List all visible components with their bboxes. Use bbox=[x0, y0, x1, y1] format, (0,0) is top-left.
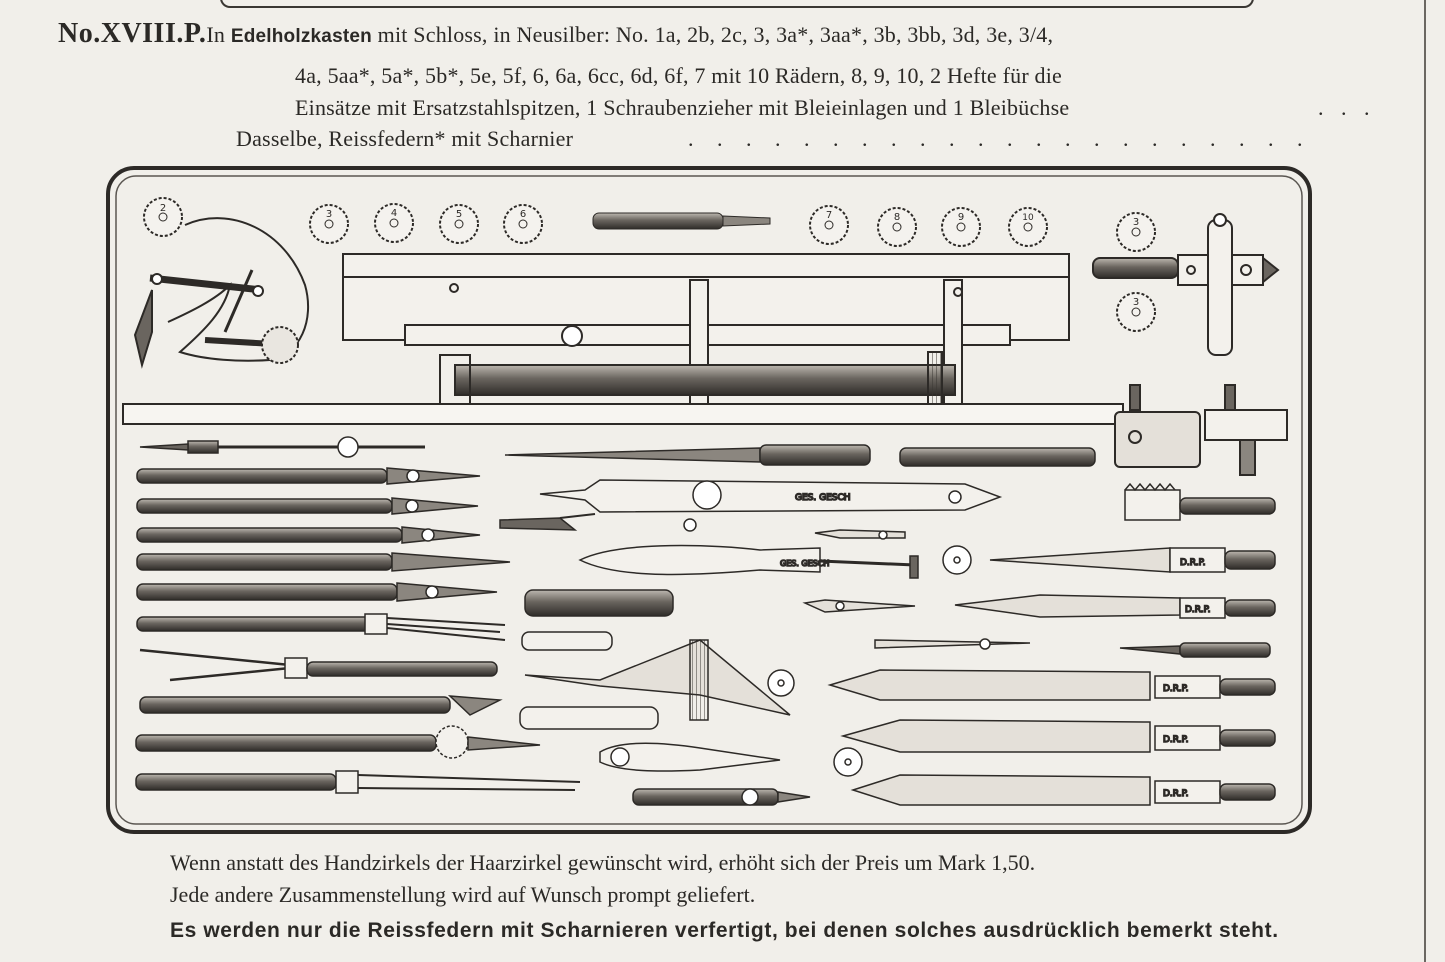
pen-holder-4 bbox=[137, 553, 510, 571]
wheel-label-3: 3 bbox=[325, 209, 333, 220]
wheel-7 bbox=[810, 206, 848, 244]
wheel-5 bbox=[440, 205, 478, 243]
stamp-drp-2: D.R.P. bbox=[1185, 605, 1211, 615]
small-wheel-c bbox=[943, 546, 971, 574]
pen-holder-top bbox=[593, 213, 770, 229]
instruments-left-column bbox=[136, 437, 580, 793]
saw-tool bbox=[1125, 484, 1275, 520]
curve-drawing-instrument bbox=[135, 218, 308, 365]
drp-compass-5 bbox=[853, 775, 1275, 805]
wheel-label-9: 9 bbox=[957, 212, 965, 223]
wheel-2 bbox=[144, 198, 182, 236]
beam-compass-bar bbox=[343, 254, 1069, 407]
drp-compass-4 bbox=[843, 720, 1275, 752]
stamp-ges-gesch-1: GES. GESCH bbox=[795, 493, 851, 503]
pen-holder-3 bbox=[137, 527, 480, 543]
clamp-attachment bbox=[1115, 385, 1287, 475]
stamp-drp-1: D.R.P. bbox=[1180, 558, 1206, 568]
wheel-8 bbox=[878, 208, 916, 246]
patented-compass-head bbox=[540, 480, 1000, 512]
heading-case-type: Edelholzkasten bbox=[230, 26, 372, 47]
pen-holder-7 bbox=[136, 726, 540, 758]
wheel-label-7: 7 bbox=[825, 210, 833, 221]
screwdriver bbox=[600, 743, 780, 771]
spring-bow-compass bbox=[580, 519, 918, 578]
wheel-3-right-bottom bbox=[1117, 293, 1155, 331]
lengthening-bar-2 bbox=[520, 707, 658, 729]
divider-1 bbox=[137, 614, 505, 640]
item-contents-line-2: 4a, 5aa*, 5a*, 5b*, 5e, 5f, 6, 6a, 6cc, 6d, 6f, 7 mit 10 Rädern, 8, 9, 10, 2 Hefte für die bbox=[295, 63, 1063, 88]
stamp-drp-4: D.R.P. bbox=[1163, 735, 1189, 745]
wheel-label-4: 4 bbox=[390, 208, 398, 219]
pen-nib-insert bbox=[500, 514, 595, 530]
pen-insert-right bbox=[1120, 643, 1270, 657]
footnote-hinged-pens: Es werden nur die Reissfedern mit Scharnieren verfertigt, bei denen solches ausdrücklich bemerkt steht. bbox=[170, 919, 1279, 942]
lead-tube bbox=[525, 590, 673, 616]
small-insert-b bbox=[805, 600, 915, 612]
item-contents-line-3: Einsätze mit Ersatzstahlspitzen, 1 Schraubenzieher mit Bleieinlagen und 1 Bleibüchse bbox=[295, 95, 1070, 120]
compass-1 bbox=[140, 650, 497, 680]
small-wheel-b bbox=[834, 748, 862, 776]
wheel-label-8: 8 bbox=[893, 212, 901, 223]
divider-2 bbox=[136, 771, 580, 793]
wheel-9 bbox=[942, 208, 980, 246]
drp-compass-3 bbox=[830, 670, 1275, 700]
wheel-4 bbox=[375, 204, 413, 242]
lead-case bbox=[633, 789, 810, 805]
wheel-label-10: 10 bbox=[1022, 213, 1034, 223]
footnote-custom-set: Jede andere Zusammenstellung wird auf Wunsch prompt geliefert. bbox=[170, 882, 756, 907]
drp-compass-2 bbox=[955, 595, 1275, 618]
pen-holder-5 bbox=[137, 583, 497, 601]
pen-holder-6 bbox=[140, 696, 500, 715]
small-wheel-a bbox=[768, 670, 794, 696]
stamp-drp-3: D.R.P. bbox=[1163, 684, 1189, 694]
pencil-lead-holder bbox=[900, 448, 1095, 466]
wheel-6 bbox=[504, 205, 542, 243]
stamp-drp-5: D.R.P. bbox=[1163, 789, 1189, 799]
drp-compass-1 bbox=[990, 548, 1275, 572]
wheel-label-3b: 3 bbox=[1132, 217, 1140, 228]
heading-contents-1: mit Schloss, in Neusilber: No. 1a, 2b, 2c, 3, 3a*, 3aa*, 3b, 3bb, 3d, 3e, 3/4, bbox=[377, 22, 1054, 47]
wheel-10 bbox=[1009, 208, 1047, 246]
small-insert-a bbox=[815, 530, 905, 539]
pen-holder-2 bbox=[137, 498, 478, 514]
wheel-label-2: 2 bbox=[159, 203, 167, 214]
small-insert-c bbox=[875, 639, 1030, 649]
long-ruler bbox=[123, 404, 1123, 424]
wheel-3-right-top bbox=[1117, 213, 1155, 251]
lengthening-bar-1 bbox=[522, 632, 612, 650]
stamp-ges-gesch-2: GES. GESCH bbox=[780, 559, 830, 568]
footnote-hair-compass: Wenn anstatt des Handzirkels der Haarzirkel gewünscht wird, erhöht sich der Preis um Mark 1,50. bbox=[170, 850, 1036, 875]
price-leader-dots-2: . . . . . . . . . . . . . . . . . . . . . . bbox=[688, 126, 1312, 151]
wheel-3 bbox=[310, 205, 348, 243]
small-pen-1 bbox=[140, 437, 425, 457]
heading-in: In bbox=[206, 22, 226, 47]
pen-holder-1 bbox=[137, 468, 480, 484]
item-code: No.XVIII.P. bbox=[58, 18, 207, 49]
item-variant-line: Dasselbe, Reissfedern* mit Scharnier bbox=[236, 126, 574, 151]
wheel-label-3c: 3 bbox=[1132, 297, 1140, 308]
price-leader-dots-1: . . . bbox=[1318, 95, 1376, 120]
wheel-label-5: 5 bbox=[455, 209, 463, 220]
pencil-holder bbox=[505, 445, 870, 465]
wheel-label-6: 6 bbox=[519, 209, 527, 220]
